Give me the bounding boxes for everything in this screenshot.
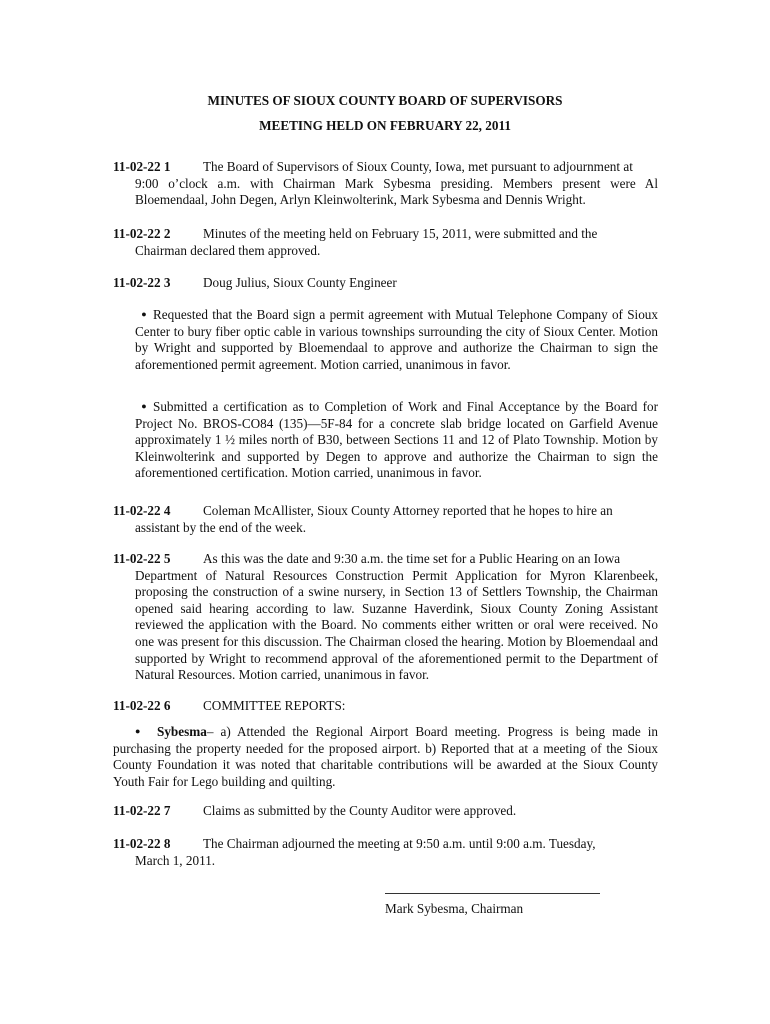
- item-text-first: The Chairman adjourned the meeting at 9:50 a.m. until 9:00 a.m. Tuesday,: [203, 836, 596, 851]
- item-number: 11-02-22 5: [113, 551, 171, 566]
- item-number: 11-02-22 6: [113, 698, 171, 713]
- minute-item-2: [113, 226, 658, 259]
- bullet-text: Submitted a certification as to Completion of Work and Final Acceptance by the Board for Project No. BROS-CO84 (135)—5F-84 for a concrete slab bridge located on Garfield Avenue approximately 1 ½ miles north of B30, between Sections 11 and 12 of Plato Township. Motion by Kleinwolterink and supported by Degen to approve and authorize the Chairman to sign the aforementioned certification. Motion carried, unanimous in favor.: [135, 399, 658, 481]
- minute-item-1: [113, 159, 658, 209]
- item-text-first: COMMITTEE REPORTS:: [203, 698, 346, 713]
- item-text-rest: Department of Natural Resources Construction Permit Application for Myron Klarenbeek, proposing the construction of a swine nursery, in Section 13 of Settlers Township, the Chairman opened said hearing according to law. Suzanne Haverdink, Sioux County Zoning Assistant reviewed the application with the Board. No comments either written or oral were received. No one was present for this discussion. The Chairman closed the hearing. Motion by Bloemendaal and supported by Wright to recommend approval of the aforementioned permit to the Department of Natural Resources. Motion carried, unanimous in favor.: [135, 567, 658, 683]
- item-number: 11-02-22 4: [113, 503, 171, 518]
- minute-item-5: [113, 551, 658, 684]
- minute-item-3: [113, 275, 658, 292]
- item-text-first: Coleman McAllister, Sioux County Attorney reported that he hopes to hire an: [203, 503, 613, 518]
- minute-item-6: [113, 698, 658, 715]
- committee-report-sybesma: [113, 723, 658, 790]
- minute-item-7: [113, 803, 658, 820]
- item-text-first: Minutes of the meeting held on February 15, 2011, were submitted and the: [203, 226, 598, 241]
- bullet-text: Requested that the Board sign a permit agreement with Mutual Telephone Company of Sioux Center to bury fiber optic cable in various townships surrounding the city of Sioux Center. Motion by Wright and supported by Bloemendaal to approve and authorize the Chairman to sign the aforementioned permit agreement. Motion carried, unanimous in favor.: [135, 307, 658, 372]
- item-text-rest: 9:00 o’clock a.m. with Chairman Mark Sybesma presiding. Members present were Al Bloemendaal, John Degen, Arlyn Kleinwolterink, Mark Sybesma and Dennis Wright.: [135, 175, 658, 208]
- meeting-date-heading: MEETING HELD ON FEBRUARY 22, 2011: [259, 118, 511, 133]
- signature-name: Mark Sybesma, Chairman: [385, 901, 524, 916]
- item-number: 11-02-22 1: [113, 159, 171, 174]
- item-number: 11-02-22 8: [113, 836, 171, 851]
- member-name: Sybesma: [157, 724, 207, 739]
- bullet-item-1: [135, 306, 658, 373]
- item-number: 11-02-22 2: [113, 226, 171, 241]
- minute-item-8: [113, 836, 658, 869]
- item-number: 11-02-22 3: [113, 275, 171, 290]
- item-text-first: Claims as submitted by the County Auditor were approved.: [203, 803, 517, 818]
- bullet-text: – a) Attended the Regional Airport Board meeting. Progress is being made in purchasing the property needed for the proposed airport. b) Reported that at a meeting of the Sioux County Foundation it was noted that charitable contributions will be awarded at the Sioux County Youth Fair for Lego building and quilting.: [113, 724, 658, 789]
- item-text-rest: Chairman declared them approved.: [135, 242, 321, 258]
- item-text-first: Doug Julius, Sioux County Engineer: [203, 275, 397, 290]
- signature-line: [385, 893, 600, 894]
- bullet-dot-icon: ●: [141, 309, 147, 319]
- item-text-rest: March 1, 2011.: [135, 852, 216, 868]
- item-number: 11-02-22 7: [113, 803, 171, 818]
- item-text-rest: assistant by the end of the week.: [135, 519, 307, 535]
- document-title: MINUTES OF SIOUX COUNTY BOARD OF SUPERVISORS: [207, 93, 563, 108]
- bullet-item-2: [135, 398, 658, 482]
- item-text-first: As this was the date and 9:30 a.m. the time set for a Public Hearing on an Iowa: [203, 551, 621, 566]
- bullet-dot-icon: ●: [141, 401, 147, 411]
- minute-item-4: [113, 503, 658, 536]
- bullet-dot-icon: ●: [135, 726, 141, 736]
- item-text-first: The Board of Supervisors of Sioux County, Iowa, met pursuant to adjournment at: [203, 159, 633, 174]
